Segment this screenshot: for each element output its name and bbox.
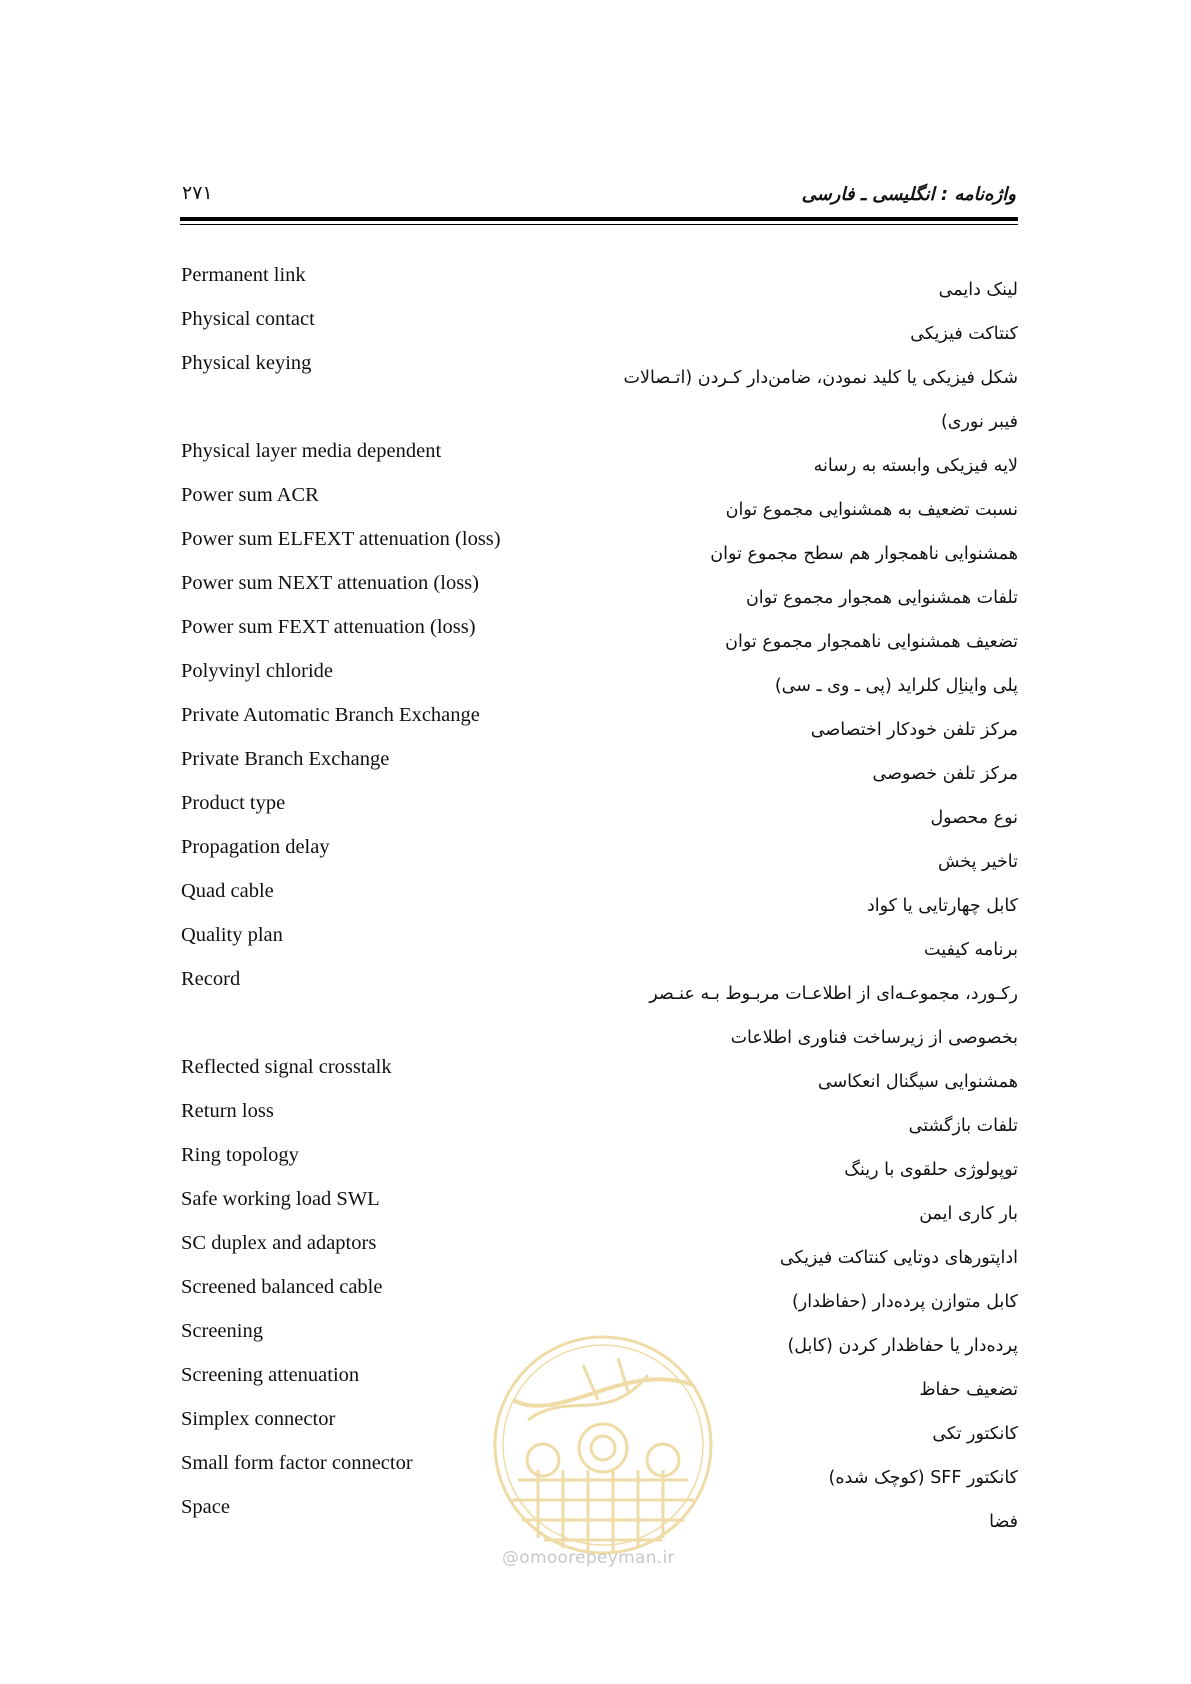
persian-term: تضعیف همشنوایی ناهمجوار مجموع توان: [725, 632, 1018, 652]
glossary-entry: [180, 350, 1018, 438]
english-term: Ring topology: [181, 1144, 299, 1166]
glossary-entry: [180, 306, 1018, 350]
glossary-entry: [180, 1186, 1018, 1230]
header-rule-thick: [180, 217, 1018, 221]
persian-term: کنتاکت فیزیکی: [910, 324, 1018, 344]
english-term: Private Automatic Branch Exchange: [181, 704, 480, 726]
glossary-entry: [180, 834, 1018, 878]
persian-term: بار کاری ایمن: [919, 1204, 1018, 1224]
persian-term: تلفات بازگشتی: [908, 1116, 1018, 1136]
glossary-entry: [180, 526, 1018, 570]
glossary-entry: [180, 570, 1018, 614]
glossary-entry: [180, 438, 1018, 482]
english-term: Power sum ACR: [181, 484, 319, 506]
persian-term: نوع محصول: [930, 808, 1018, 828]
persian-term: تلفات همشنوایی همجوار مجموع توان: [745, 588, 1018, 608]
english-term: Physical keying: [181, 352, 312, 374]
glossary-entry: [180, 878, 1018, 922]
english-term: Physical contact: [181, 308, 315, 330]
persian-term: کانکتور تکی: [932, 1424, 1018, 1444]
glossary-entry: [180, 262, 1018, 306]
watermark-logo-icon: [488, 1330, 718, 1560]
english-term: Screening attenuation: [181, 1364, 360, 1386]
english-term: Polyvinyl chloride: [181, 660, 334, 682]
persian-term: تاخیر پخش: [938, 852, 1018, 872]
english-term: Safe working load SWL: [181, 1188, 380, 1210]
english-term: Quad cable: [181, 880, 274, 902]
persian-term: کابل چهارتایی یا کواد: [866, 896, 1018, 916]
persian-term: رکـورد، مجموعـه‌ای از اطلاعـات مربـوط بـه عنـصر بخصوصی از زیرساخت فناوری اطلاعات: [649, 984, 1018, 1048]
persian-term: همشنوایی ناهمجوار هم سطح مجموع توان: [710, 544, 1018, 564]
glossary-entry: [180, 1274, 1018, 1318]
persian-term: برنامه کیفیت: [924, 940, 1018, 960]
english-term: Power sum NEXT attenuation (loss): [181, 572, 479, 594]
english-term: Simplex connector: [181, 1408, 336, 1430]
page-number: ۲۷۱: [182, 182, 213, 204]
english-term: Record: [181, 968, 241, 990]
persian-term: اداپتورهای دوتایی کنتاکت فیزیکی: [779, 1248, 1018, 1268]
persian-term: توپولوژی حلقوی با رینگ: [844, 1160, 1018, 1180]
glossary-entry: [180, 658, 1018, 702]
persian-term: تضعیف حفاظ: [919, 1380, 1018, 1400]
glossary-entry: [180, 966, 1018, 1054]
persian-term: مرکز تلفن خصوصی: [872, 764, 1018, 784]
persian-term: لایه فیزیکی وابسته به رسانه: [813, 456, 1018, 476]
english-term: Physical layer media dependent: [181, 440, 442, 462]
glossary-entry: [180, 702, 1018, 746]
english-term: Power sum FEXT attenuation (loss): [181, 616, 476, 638]
glossary-entry: [180, 1230, 1018, 1274]
persian-term: کانکتور SFF (کوچک شده): [828, 1468, 1018, 1488]
glossary-entry: [180, 1142, 1018, 1186]
english-term: Screened balanced cable: [181, 1276, 383, 1298]
glossary-entry: [180, 922, 1018, 966]
header-rule-thin: [180, 224, 1018, 225]
persian-term: مرکز تلفن خودکار اختصاصی: [810, 720, 1018, 740]
glossary-entry: [180, 1098, 1018, 1142]
persian-term: فضا: [989, 1512, 1018, 1532]
glossary-entry: [180, 790, 1018, 834]
english-term: Reflected signal crosstalk: [181, 1056, 392, 1078]
glossary-entry: [180, 1054, 1018, 1098]
english-term: Return loss: [181, 1100, 274, 1122]
persian-term: همشنوایی سیگنال انعکاسی: [817, 1072, 1018, 1092]
persian-term: کابل متوازن پرده‌دار (حفاظدار): [791, 1292, 1018, 1312]
english-term: SC duplex and adaptors: [181, 1232, 377, 1254]
english-term: Space: [181, 1496, 230, 1518]
watermark-url: @omoorepeyman.ir: [502, 1548, 675, 1568]
english-term: Permanent link: [181, 264, 306, 286]
persian-term: پلی وایناِل کلراید (پی ـ وی ـ سی): [774, 676, 1018, 696]
persian-term: لینک دایمی: [938, 280, 1018, 300]
english-term: Propagation delay: [181, 836, 330, 858]
english-term: Private Branch Exchange: [181, 748, 390, 770]
running-title: واژه‌نامه : انگلیسی ـ فارسی: [801, 184, 1016, 205]
page-header: [180, 174, 1018, 218]
persian-term: پرده‌دار یا حفاظدار کردن (کابل): [787, 1336, 1018, 1356]
english-term: Screening: [181, 1320, 263, 1342]
glossary-entry: [180, 482, 1018, 526]
persian-term: شکل فیزیکی یا کلید نمودن، ضامن‌دار کـردن (اتـصالات فیبر نوری): [623, 368, 1018, 432]
english-term: Quality plan: [181, 924, 283, 946]
persian-term: نسبت تضعیف به همشنوایی مجموع توان: [725, 500, 1018, 520]
english-term: Power sum ELFEXT attenuation (loss): [181, 528, 501, 550]
glossary-entry: [180, 746, 1018, 790]
english-term: Product type: [181, 792, 286, 814]
glossary-entry: [180, 614, 1018, 658]
english-term: Small form factor connector: [181, 1452, 413, 1474]
